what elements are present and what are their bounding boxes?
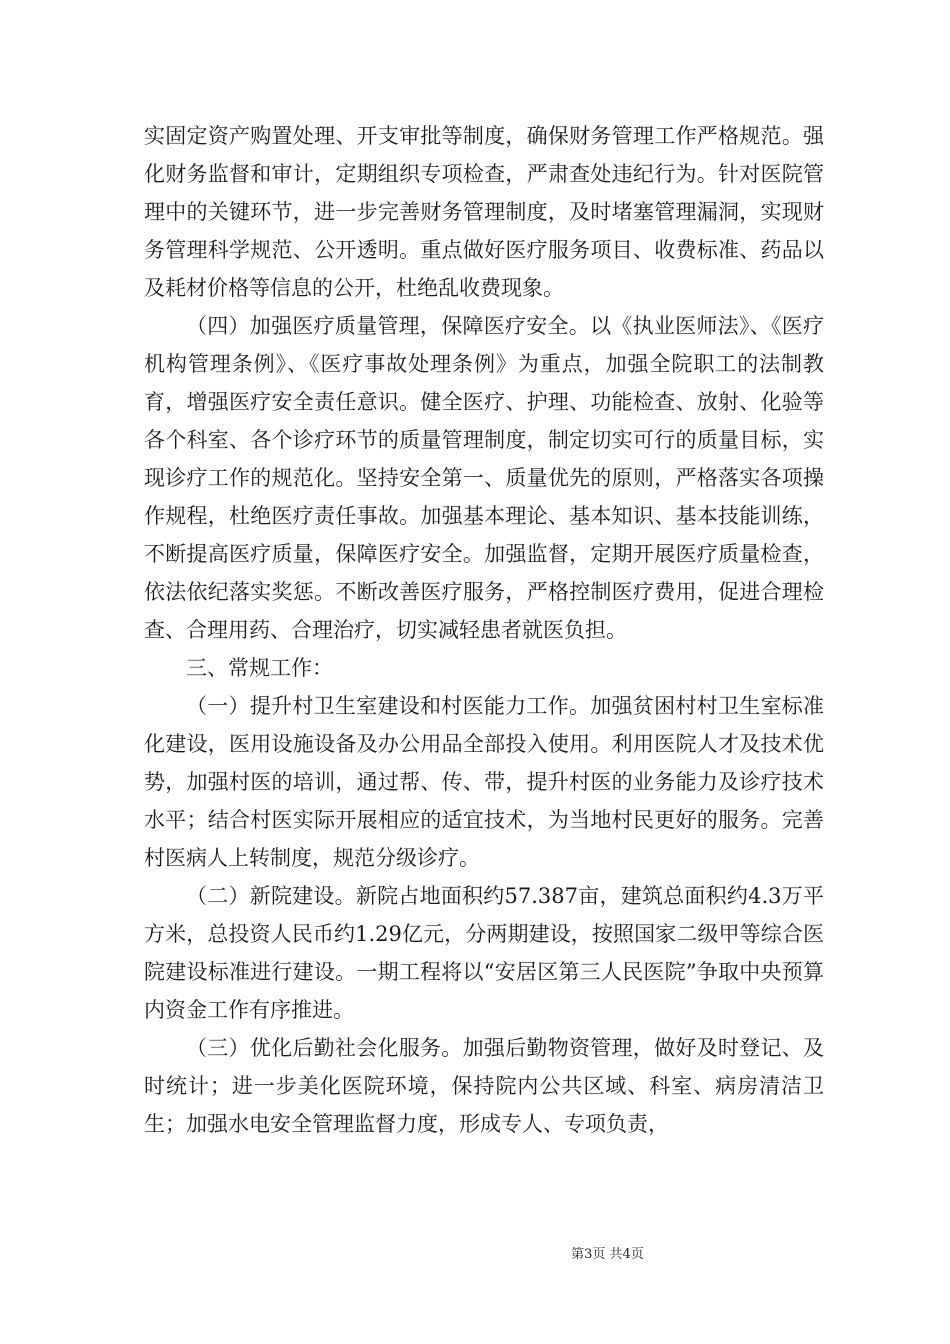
page-number: 第3页 共4页 xyxy=(571,1247,644,1262)
paragraph-new-hospital: （二）新院建设。新院占地面积约57.387亩，建筑总面积约4.3万平方米，总投资人民币约1.29亿元，分两期建设，按照国家二级甲等综合医院建设标准进行建设。一期工程将以“安居区第三人民医院”争取中央预算内资金工作有序推进。 xyxy=(144,884,824,1022)
document-body xyxy=(144,117,824,1143)
paragraph-logistics: （三）优化后勤社会化服务。加强后勤物资管理，做好及时登记、及时统计；进一步美化医院环境，保持院内公共区域、科室、病房清洁卫生；加强水电安全管理监督力度，形成专人、专项负责， xyxy=(144,1036,824,1136)
page-footer xyxy=(0,1243,950,1262)
paragraph-financial-management: 实固定资产购置处理、开支审批等制度，确保财务管理工作严格规范。强化财务监督和审计，定期组织专项检查，严肃查处违纪行为。针对医院管理中的关键环节，进一步完善财务管理制度，及时堵塞管理漏洞，实现财务管理科学规范、公开透明。重点做好医疗服务项目、收费标准、药品以及耗材价格等信息的公开，杜绝乱收费现象。 xyxy=(144,124,824,300)
paragraph-village-clinic: （一）提升村卫生室建设和村医能力工作。加强贫困村村卫生室标准化建设，医用设施设备及办公用品全部投入使用。利用医院人才及技术优势，加强村医的培训，通过帮、传、带，提升村医的业务能力及诊疗技术水平；结合村医实际开展相应的适宜技术，为当地村民更好的服务。完善村医病人上转制度，规范分级诊疗。 xyxy=(144,694,824,870)
paragraph-medical-quality: （四）加强医疗质量管理，保障医疗安全。以《执业医师法》、《医疗机构管理条例》、《医疗事故处理条例》为重点，加强全院职工的法制教育，增强医疗安全责任意识。健全医疗、护理、功能检查、放射、化验等各个科室、各个诊疗环节的质量管理制度，制定切实可行的质量目标，实现诊疗工作的规范化。坚持安全第一、质量优先的原则，严格落实各项操作规程，杜绝医疗责任事故。加强基本理论、基本知识、基本技能训练，不断提高医疗质量，保障医疗安全。加强监督，定期开展医疗质量检查，依法依纪落实奖惩。不断改善医疗服务，严格控制医疗费用，促进合理检查、合理用药、合理治疗，切实减轻患者就医负担。 xyxy=(144,314,824,642)
section-heading-routine-work: 三、常规工作： xyxy=(186,656,333,680)
